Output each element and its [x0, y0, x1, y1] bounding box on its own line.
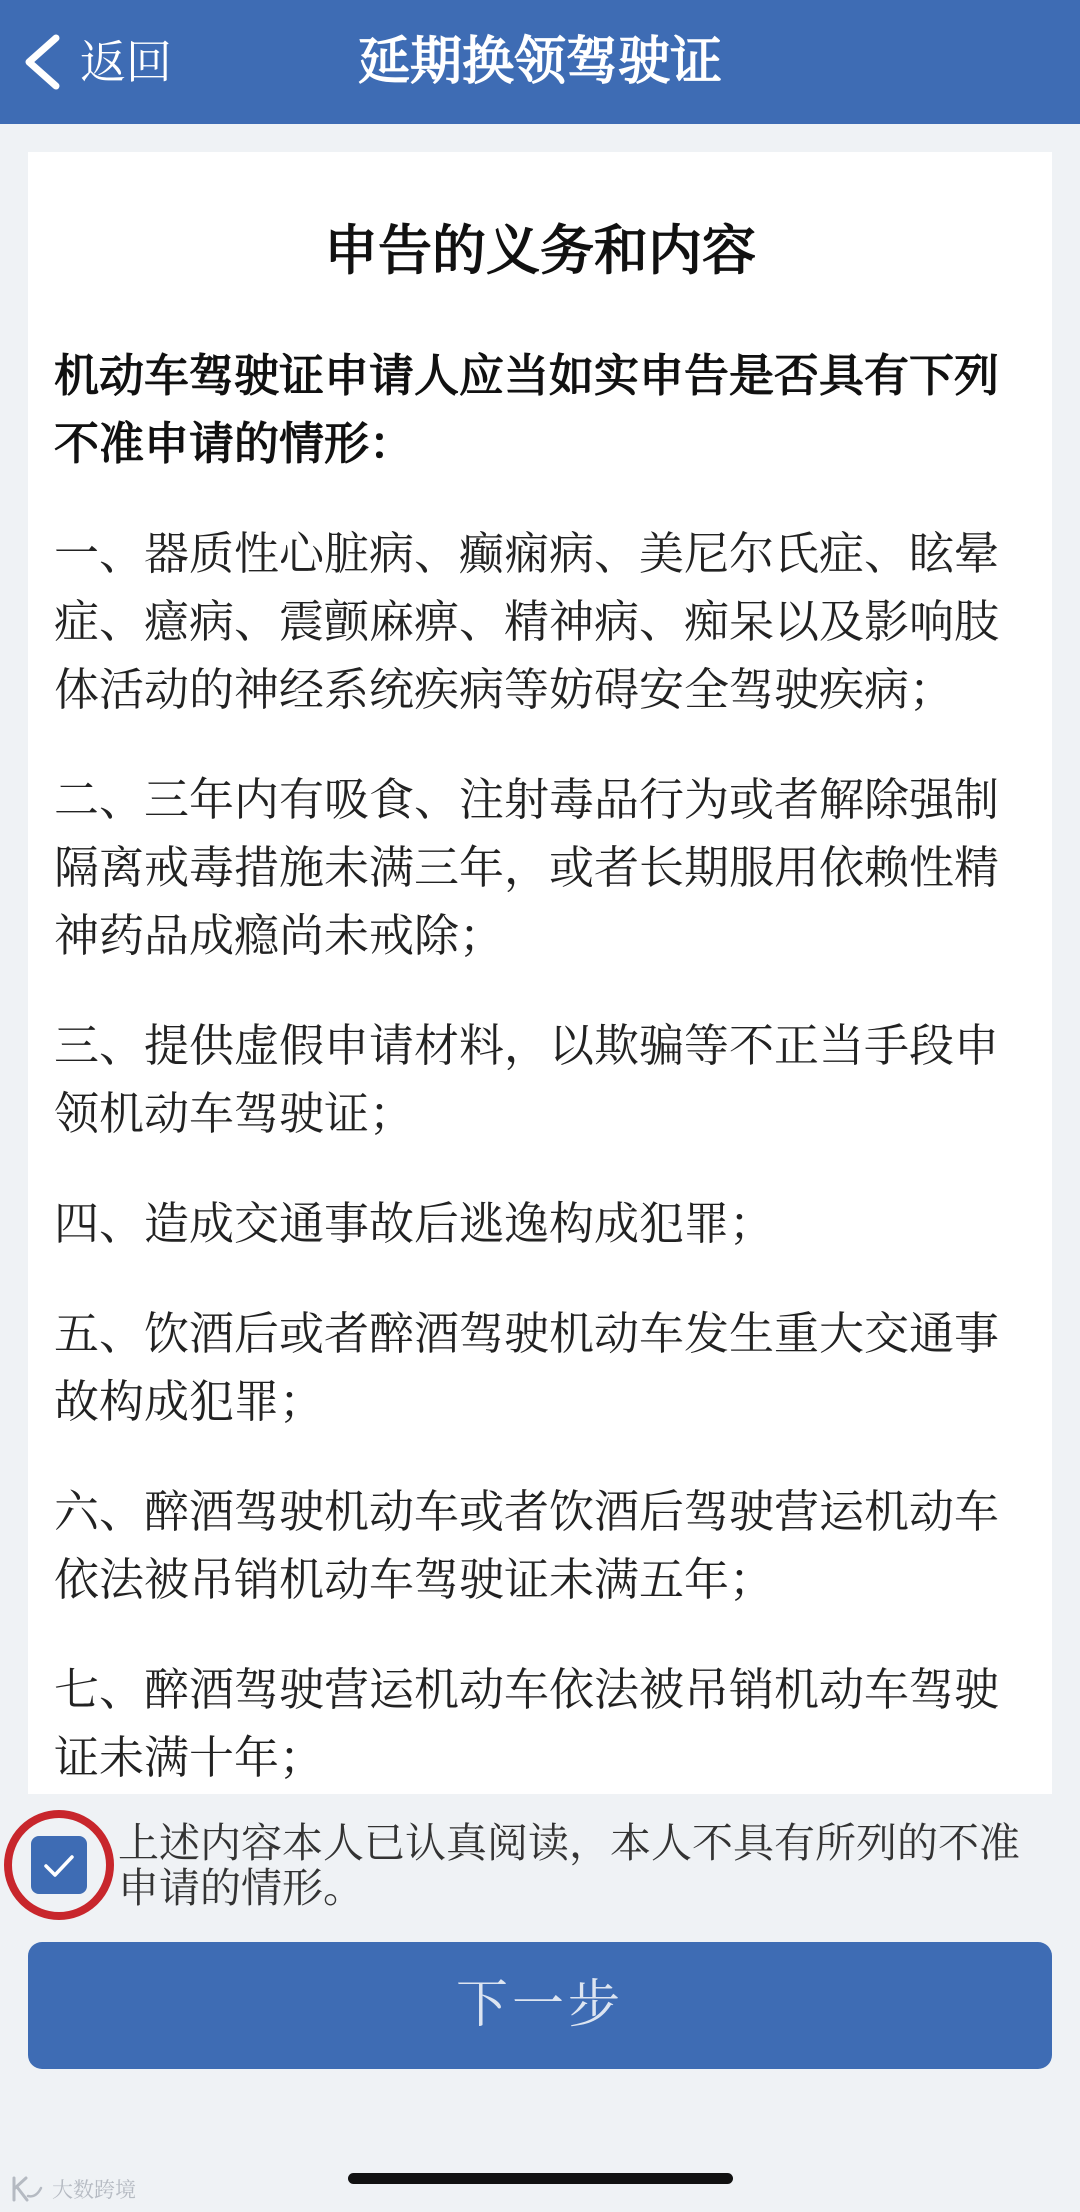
chevron-left-icon [20, 34, 64, 90]
watermark-logo-icon [8, 2174, 44, 2204]
back-label: 返回 [80, 35, 172, 89]
declaration-item: 三、提供虚假申请材料，以欺骗等不正当手段申领机动车驾驶证； [54, 1019, 1000, 1140]
declaration-heading: 申告的义务和内容 [324, 219, 756, 282]
declaration-item: 五、饮酒后或者醉酒驾驶机动车发生重大交通事故构成犯罪； [54, 1307, 1000, 1428]
agree-checkbox[interactable] [31, 1836, 87, 1894]
watermark-text: 大数跨境 [52, 2178, 136, 2202]
declaration-item: 四、造成交通事故后逃逸构成犯罪； [54, 1197, 775, 1250]
declaration-scroll-panel[interactable] [28, 152, 1052, 1794]
next-step-button[interactable]: 下一步 [28, 1942, 1052, 2069]
agreement-label: 上述内容本人已认真阅读，本人不具有所列的不准申请的情形。 [118, 1819, 1020, 1912]
declaration-intro: 机动车驾驶证申请人应当如实申告是否具有下列不准申请的情形： [54, 349, 1000, 470]
nav-header [0, 0, 1080, 124]
declaration-item: 六、醉酒驾驶机动车或者饮酒后驾驶营运机动车依法被吊销机动车驾驶证未满五年； [54, 1485, 1000, 1606]
checkmark-icon [31, 1836, 87, 1894]
back-button[interactable] [20, 34, 172, 90]
page-title: 延期换领驾驶证 [357, 32, 722, 92]
declaration-item: 七、醉酒驾驶营运机动车依法被吊销机动车驾驶证未满十年； [54, 1663, 1000, 1784]
declaration-item: 二、三年内有吸食、注射毒品行为或者解除强制隔离戒毒措施未满三年，或者长期服用依赖性精神药品成瘾尚未戒除； [54, 773, 1000, 962]
declaration-item: 一、器质性心脏病、癫痫病、美尼尔氏症、眩晕症、癔病、震颤麻痹、精神病、痴呆以及影响肢体活动的神经系统疾病等妨碍安全驾驶疾病； [54, 527, 1000, 716]
home-indicator[interactable] [348, 2173, 733, 2184]
